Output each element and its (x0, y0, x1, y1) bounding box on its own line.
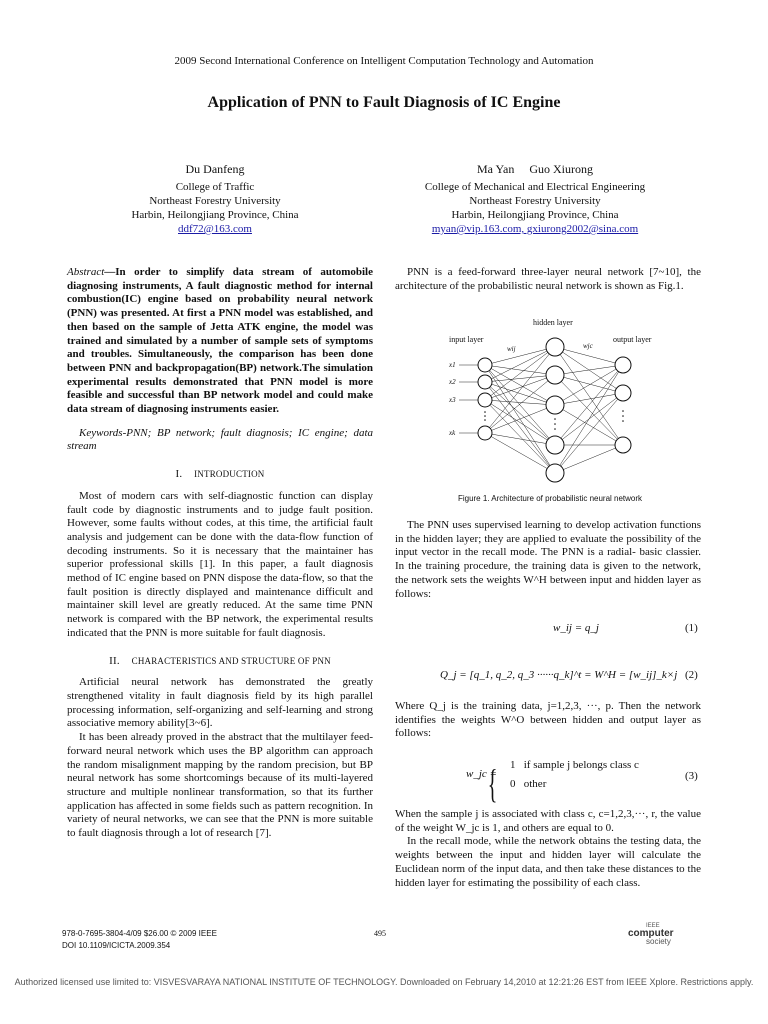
author-city: Harbin, Heilongjiang Province, China (131, 209, 299, 221)
label-xk: xk (449, 429, 456, 437)
equation-3-case-1: 1 if sample j belongs class c (510, 759, 639, 771)
abstract-label: Abstract (67, 266, 105, 278)
author-name: Ma Yan Guo Xiurong (476, 162, 593, 176)
footer-doi: DOI 10.1109/ICICTA.2009.354 (62, 941, 171, 950)
intro-paragraph: Most of modern cars with self-diagnostic function can display fault code by diagnostic instruments and to judge fault position. However, some faults without codes, at this time, the artificial fault analysis and judgement can be done with the data-flow function of decoding instruments. So it is necessary that the maintainer has superior professional skills [1]. In this paper, a fault diagnosis method of IC engine based on PNN dispose the data-flow, so that the fault position is directly displayed and maintenance difficult and maintainer skill level are greatly reduced. At the same time PNN network is compared with the BP network, the experimental results indicated that the PNN is more suitable for fault diagnosis. (67, 489, 373, 639)
section-heading-1: I. INTRODUCTION (175, 468, 265, 481)
abstract (67, 266, 373, 417)
output-node (615, 357, 631, 373)
conference-header: 2009 Second International Conference on Intelligent Computation Technology and Automation (174, 55, 594, 67)
author-email-link[interactable]: ddf72@163.com (178, 223, 252, 235)
author-name: Du Danfeng (185, 162, 245, 176)
equation-3-case-2: 0 other (510, 778, 547, 790)
footer-isbn: 978-0-7695-3804-4/09 $26.00 © 2009 IEEE (62, 929, 217, 938)
author-block-1 (90, 162, 340, 236)
label-wjc: wjc (583, 342, 593, 350)
output-node (615, 385, 631, 401)
right-paragraph-5: In the recall mode, while the network obtains the testing data, the weights between the input and hidden layer will calculate the Euclidean norm of the input data, and then take these distances to the hidden layer for estimating the possibility of each class. (395, 835, 701, 889)
input-node (478, 375, 492, 389)
label-wij: wij (507, 345, 516, 353)
page-number: 495 (374, 929, 386, 938)
label-x3: x3 (449, 396, 456, 404)
label-x1: x1 (449, 361, 456, 369)
label-input-layer: input layer (449, 335, 484, 344)
right-paragraph-4: When the sample j is associated with class c, c=1,2,3,···, r, the value of the weight W_jc is 1, and others are equal to 0. In the recall mode, while the network obtains the testing data, the weights between the input and hidden layer will calculate the Euclidean norm of the input data, and then take these distances to the hidden layer for estimating the possibility of each class. (395, 808, 701, 889)
hidden-node (546, 338, 564, 356)
hidden-node (546, 366, 564, 384)
right-paragraph-2: The PNN uses supervised learning to develop activation functions in the hidden layer; they are applied to evaluate the possibility of the input vector in the recall mode. The PNN is a radial- basic classier. In the training procedure, the training data is given to the network, the network sets the weights W^H between input and hidden layer as follows: (395, 519, 701, 600)
paper-title: Application of PNN to Fault Diagnosis of IC Engine (207, 94, 561, 111)
author-dept: College of Traffic (175, 181, 255, 193)
label-hidden-layer: hidden layer (533, 318, 573, 327)
section-heading-2: II. CHARACTERISTICS AND STRUCTURE OF PNN (109, 654, 331, 667)
hidden-node (546, 396, 564, 414)
hidden-node (546, 464, 564, 482)
equation-2: Q_j = [q_1, q_2, q_3 ······q_k]^t = W^H = [w_ij]_k×j (440, 669, 678, 681)
abstract-text: —In order to simplify data stream of automobile diagnosing instruments, A fault diagnostic method for internal combustion(IC) engine based on probability neural network (PNN) was presented. At first a PNN model was established, and then based on the sample of Jetta ATK engine, the model was trained and simulated by a number of sample sets of symptoms and troubles. Simultaneously, the comparison has been done between PNN and backpropagation(BP) network.The simulation experimental results demonstrated that PNN model is more feasible and successful than BP network model and could make data stream of diagnosing instruments easier. (67, 266, 373, 416)
equation-2-number: (2) (685, 669, 698, 681)
keywords: Keywords-PNN; BP network; fault diagnosis; IC engine; data stream (67, 426, 373, 453)
label-x2: x2 (449, 378, 456, 386)
label-output-layer: output layer (613, 335, 652, 344)
equation-3-lhs: w_jc = (466, 768, 497, 780)
equation-3-number: (3) (685, 770, 698, 782)
author-city: Harbin, Heilongjiang Province, China (451, 209, 619, 221)
output-node (615, 437, 631, 453)
author-univ: Northeast Forestry University (469, 195, 601, 207)
author-univ: Northeast Forestry University (149, 195, 281, 207)
equation-1: w_ij = q_j (553, 622, 599, 634)
section2-paragraph-1: Artificial neural network has demonstrated the greatly strengthened vitality in fault diagnosis field by its high parallel processing information, self-organizing and self-learning and strong associative memory ability[3~6]. (67, 676, 373, 730)
input-node (478, 358, 492, 372)
left-column (67, 266, 373, 841)
hidden-node (546, 436, 564, 454)
input-node (478, 426, 492, 440)
author-dept: College of Mechanical and Electrical Engineering (424, 181, 646, 193)
section2-paragraph-2: It has been already proved in the abstract that the multilayer feed-forward neural network which uses the BP algorithm can approach the random misalignment mapping by the random precision, but BP neural network has some shortcomings because of its multi-layered structure and multiple nonlinear transformation, so that its further application has affected in some fields such as pattern recognition. In variety of neural networks, we can see that the PNN is more suitable to fault diagnosis through a lot of research [7]. (67, 731, 373, 840)
right-intro-paragraph: PNN is a feed-forward three-layer neural network [7~10], the architecture of the probabilistic neural network is shown as Fig.1. (395, 266, 701, 292)
right-paragraph-3: Where Q_j is the training data, j=1,2,3, ···, p. Then the network identifies the weights W^O between hidden and output layer as follows: (395, 700, 701, 740)
equation-3-brace: { (487, 761, 498, 806)
input-node (478, 393, 492, 407)
pnn-architecture-figure (445, 315, 675, 490)
figure-caption: Figure 1. Architecture of probabilistic neural network (457, 494, 643, 503)
author-block-2 (395, 162, 675, 236)
equation-1-number: (1) (685, 622, 698, 634)
ieee-computer-society-logo: IEEE computer society (628, 923, 674, 946)
authorization-notice: Authorized licensed use limited to: VISVESVARAYA NATIONAL INSTITUTE OF TECHNOLOGY. Downloaded on February 14,2010 at 12:21:26 EST from IEEE Xplore. Restrictions apply. (14, 977, 754, 987)
author-email-link[interactable]: myan@vip.163.com, gxiurong2002@sina.com (431, 223, 639, 235)
